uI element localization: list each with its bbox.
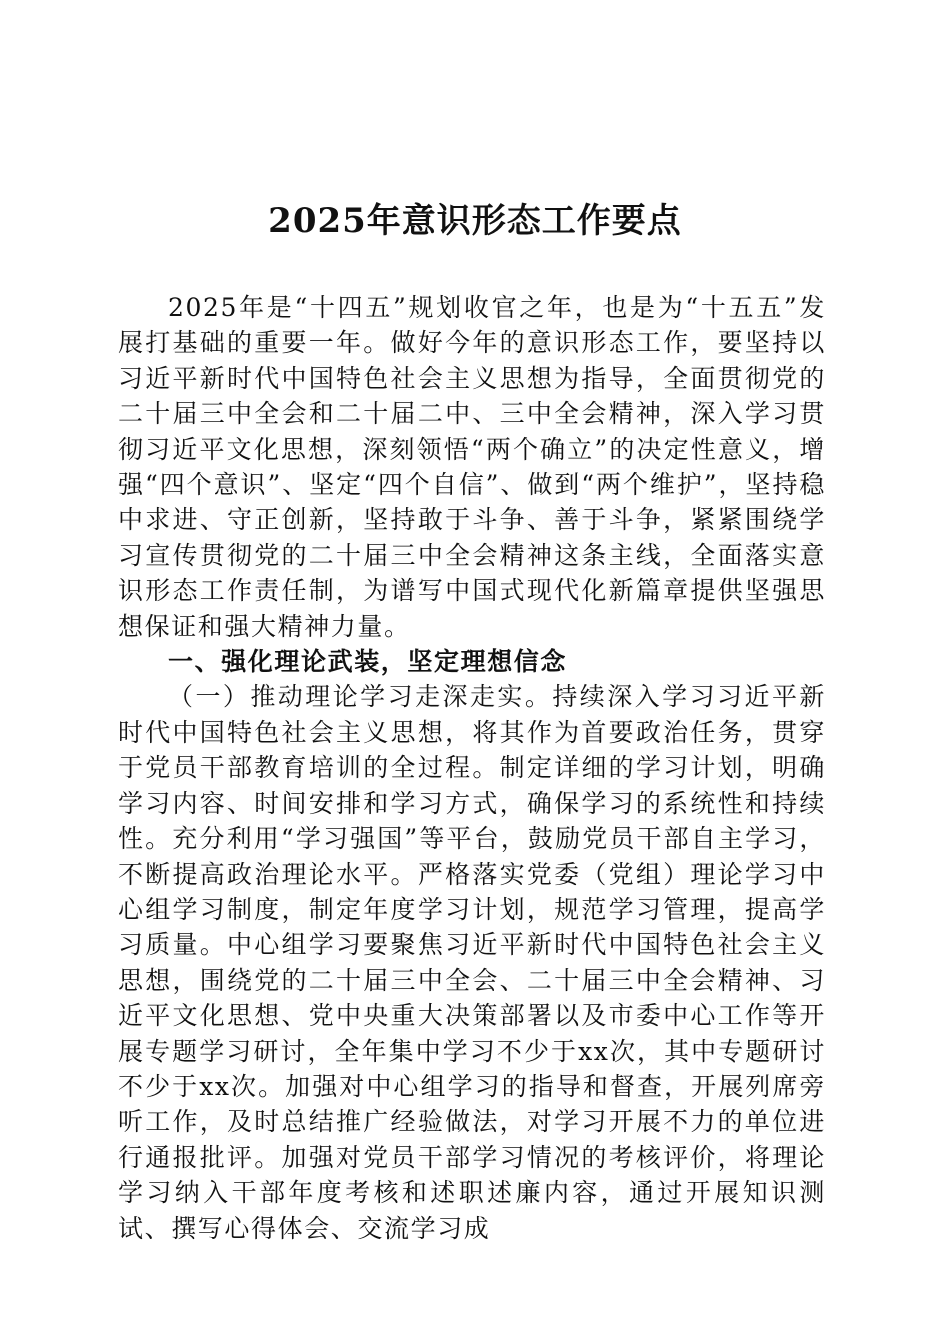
document-body bbox=[118, 290, 826, 1246]
intro-paragraph: 2025年是“十四五”规划收官之年，也是为“十五五”发展打基础的重要一年。做好今年的意识形态工作，要坚持以习近平新时代中国特色社会主义思想为指导，全面贯彻党的二十届三中全会和二十届二中、三中全会精神，深入学习贯彻习近平文化思想，深刻领悟“两个确立”的决定性意义，增强“四个意识”、坚定“四个自信”、做到“两个维护”，坚持稳中求进、守正创新，坚持敢于斗争、善于斗争，紧紧围绕学习宣传贯彻党的二十届三中全会精神这条主线，全面落实意识形态工作责任制，为谱写中国式现代化新篇章提供坚强思想保证和强大精神力量。 bbox=[118, 293, 826, 641]
section-paragraph: （一）推动理论学习走深走实。持续深入学习习近平新时代中国特色社会主义思想，将其作为首要政治任务，贯穿于党员干部教育培训的全过程。制定详细的学习计划，明确学习内容、时间安排和学习方式，确保学习的系统性和持续性。充分利用“学习强国”等平台，鼓励党员干部自主学习，不断提高政治理论水平。严格落实党委（党组）理论学习中心组学习制度，制定年度学习计划，规范学习管理，提高学习质量。中心组学习要聚焦习近平新时代中国特色社会主义思想，围绕党的二十届三中全会、二十届三中全会精神、习近平文化思想、党中央重大决策部署以及市委中心工作等开展专题学习研讨，全年集中学习不少于xx次，其中专题研讨不少于xx次。加强对中心组学习的指导和督查，开展列席旁听工作，及时总结推广经验做法，对学习开展不力的单位进行通报批评。加强对党员干部学习情况的考核评价，将理论学习纳入干部年度考核和述职述廉内容，通过开展知识测试、撰写心得体会、交流学习成 bbox=[118, 682, 826, 1243]
section-heading: 一、强化理论武装，坚定理想信念 bbox=[168, 647, 568, 677]
document-title: 2025年意识形态工作要点 bbox=[268, 201, 682, 241]
